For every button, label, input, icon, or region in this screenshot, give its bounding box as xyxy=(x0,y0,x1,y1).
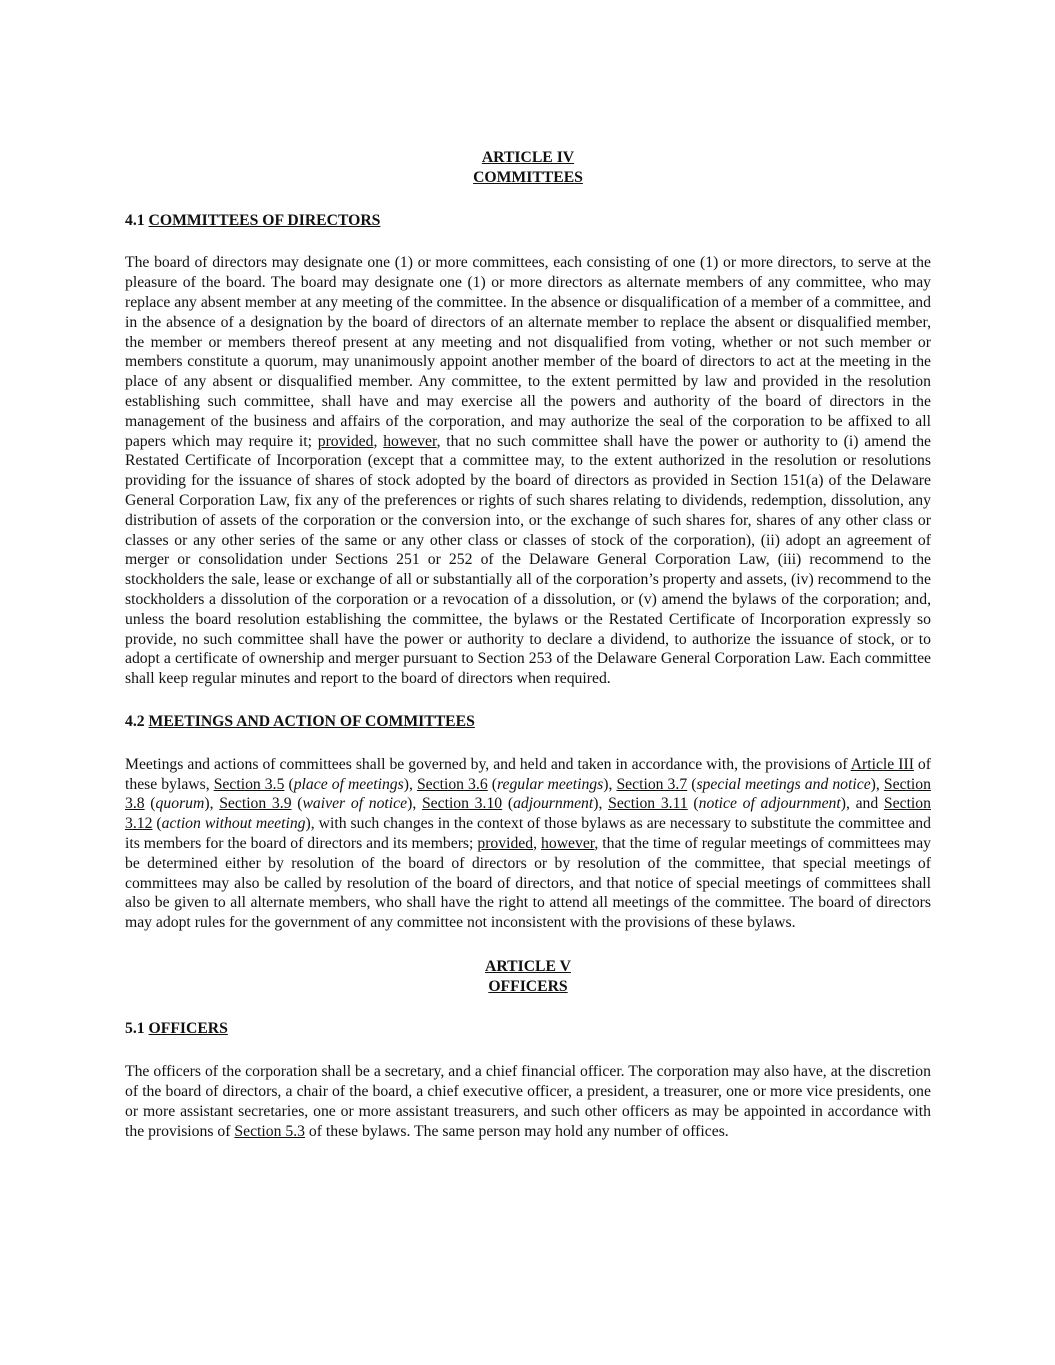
section-3-9-reference: Section 3.9 xyxy=(219,795,292,813)
section-4-2-text-part: ), and xyxy=(840,795,884,813)
section-5-1-heading xyxy=(125,1019,931,1039)
section-4-2-text-part: ( xyxy=(284,775,294,793)
section-3-7-reference: Section 3.7 xyxy=(616,775,688,793)
section-5-1-number: 5.1 xyxy=(125,1020,145,1038)
section-4-2-text-part: ), xyxy=(204,795,220,813)
section-4-2-text-part: ( xyxy=(687,795,699,813)
section-3-10-reference: Section 3.10 xyxy=(421,795,503,813)
section-5-1-title: OFFICERS xyxy=(148,1020,228,1038)
article-iv-number: ARTICLE IV xyxy=(481,149,575,166)
section-4-1-heading xyxy=(125,211,931,231)
section-4-2-text-part: ), xyxy=(603,775,617,793)
however-term: however xyxy=(541,834,595,852)
section-4-1-title: COMMITTEES OF DIRECTORS xyxy=(148,211,381,229)
section-5-1-paragraph xyxy=(125,1062,931,1141)
section-4-2-text-part: ), xyxy=(870,775,884,793)
section-4-2-text-part: ( xyxy=(291,795,303,813)
section-4-2-text-part: , that the time of regular meetings of committees may be determined either by resolution of the board of directors or by resolution of the committee, that special meetings of committees may also be called by resolution of the board of directors, and that notice of special meetings of committees shall also be given to all alternate members, who shall have the right to attend all meetings of the committee. The board of directors may adopt rules for the government of any committee not inconsistent with the provisions of these bylaws. xyxy=(125,834,932,932)
section-4-2-text-part: ( xyxy=(502,795,514,813)
section-4-1-number: 4.1 xyxy=(125,211,145,229)
article-v-title: OFFICERS xyxy=(488,977,568,995)
section-3-11-caption: notice of adjournment xyxy=(698,795,841,813)
section-4-2-text-part: ), with such changes in the context of those bylaws as are necessary to substitute the committee and its members for the board of directors and its members; xyxy=(125,815,931,852)
section-4-2-text-part: , xyxy=(533,834,541,852)
section-4-2-heading xyxy=(125,712,931,732)
section-5-1-text-part: of these bylaws. The same person may hold any number of offices. xyxy=(304,1122,729,1140)
section-4-2-text-part: of these bylaws, xyxy=(125,755,931,793)
section-4-2-text-part: ), xyxy=(407,795,422,813)
section-3-6-reference: Section 3.6 xyxy=(416,775,488,793)
section-3-10-caption: adjournment xyxy=(513,795,594,813)
section-3-6-caption: regular meetings xyxy=(496,775,604,793)
provided-term: provided xyxy=(317,432,374,450)
section-4-2-text-part: ( xyxy=(487,775,497,793)
section-4-1-paragraph xyxy=(125,253,931,689)
section-4-1-text-part: , that no such committee shall have the power or authority to (i) amend the Restated Certificate of Incorporation (except that a committee may, to the extent authorized in the resolution or resolutions providing for the issuance of shares of stock adopted by the board of directors as provided in Section 151(a) of the Delaware General Corporation Law, fix any of the preferences or rights of such shares relating to dividends, redemption, dissolution, any distribution of assets of the corporation or the conversion into, or the exchange of such shares for, shares of any other class or classes or any other series of the same or any other class or classes of stock of the corporation), (ii) adopt an agreement of merger or consolidation under Sections 251 or 252 of the Delaware General Corporation Law, (iii) recommend to the stockholders the sale, lease or exchange of all or substantially all of the corporation’s property and assets, (iv) recommend to the stockholders a dissolution of the corporation or a revocation of a dissolution, or (v) amend the bylaws of the corporation; and, unless the board resolution establishing the committee, the bylaws or the Restated Certificate of Incorporation expressly so provide, no such committee shall have the power or authority to declare a dividend, to authorize the issuance of stock, or to adopt a certificate of ownership and merger pursuant to Section 253 of the Delaware General Corporation Law. Each committee shall keep regular minutes and report to the board of directors when required. xyxy=(125,432,932,688)
section-3-5-caption: place of meetings xyxy=(293,775,404,793)
section-3-12-caption: action without meeting xyxy=(161,815,306,833)
provided-term: provided xyxy=(477,834,534,852)
section-4-2-text-part: ), xyxy=(593,795,609,813)
section-3-5-reference: Section 3.5 xyxy=(213,775,285,793)
section-5-1-text-part: The officers of the corporation shall be a secretary, and a chief financial officer. The corporation may also have, at the discretion of the board of directors, a chair of the board, a chief executive officer, a president, a treasurer, one or more vice presidents, one or more assistant secretaries, one or more assistant treasurers, and such other officers as may be appointed in accordance with the provisions of xyxy=(125,1063,931,1140)
section-4-2-text-part: ( xyxy=(152,815,162,833)
section-3-11-reference: Section 3.11 xyxy=(608,795,688,813)
section-4-2-title: MEETINGS AND ACTION OF COMMITTEES xyxy=(148,712,475,730)
section-3-8-reference: Section 3.8 xyxy=(125,775,931,813)
section-4-2-text-part: ( xyxy=(144,795,156,813)
section-4-2-text-part: Meetings and actions of committees shall be governed by, and held and taken in accordance with, the provisions of xyxy=(125,755,851,773)
article-v-number: ARTICLE V xyxy=(485,957,571,975)
section-4-2-text-part: ( xyxy=(687,775,697,793)
document-page xyxy=(125,148,931,1141)
section-4-2-paragraph xyxy=(125,755,931,933)
section-3-7-caption: special meetings and notice xyxy=(696,775,871,793)
section-4-2-text-part: ), xyxy=(403,775,417,793)
section-4-1-text-part: The board of directors may designate one (1) or more committees, each consisting of one (1) or more directors, to serve at the pleasure of the board. The board may designate one (1) or more directors as alternate members of any committee, who may replace any absent member at any meeting of the committee. In the absence or disqualification of a member of a committee, and in the absence of a designation by the board of directors of an alternate member to replace the absent or disqualified member, the member or members thereof present at any meeting and not disqualified from voting, whether or not such member or members constitute a quorum, may unanimously appoint another member of the board of directors to act at the meeting in the place of any absent or disqualified member. Any committee, to the extent permitted by law and provided in the resolution establishing such committee, shall have and may exercise all the powers and authority of the board of directors in the management of the business and affairs of the corporation, and may authorize the seal of the corporation to be affixed to all papers which may require it; xyxy=(125,254,931,450)
article-iv-title: COMMITTEES xyxy=(473,168,583,186)
section-3-9-caption: waiver of notice xyxy=(302,795,408,813)
section-3-8-caption: quorum xyxy=(155,795,205,813)
section-4-1-text-part: , xyxy=(373,432,384,450)
however-term: however xyxy=(383,432,437,450)
section-3-12-reference: Section 3.12 xyxy=(125,795,931,833)
section-4-2-number: 4.2 xyxy=(125,712,145,730)
section-5-3-reference: Section 5.3 xyxy=(234,1122,305,1140)
article-iii-reference: Article III xyxy=(850,755,914,773)
